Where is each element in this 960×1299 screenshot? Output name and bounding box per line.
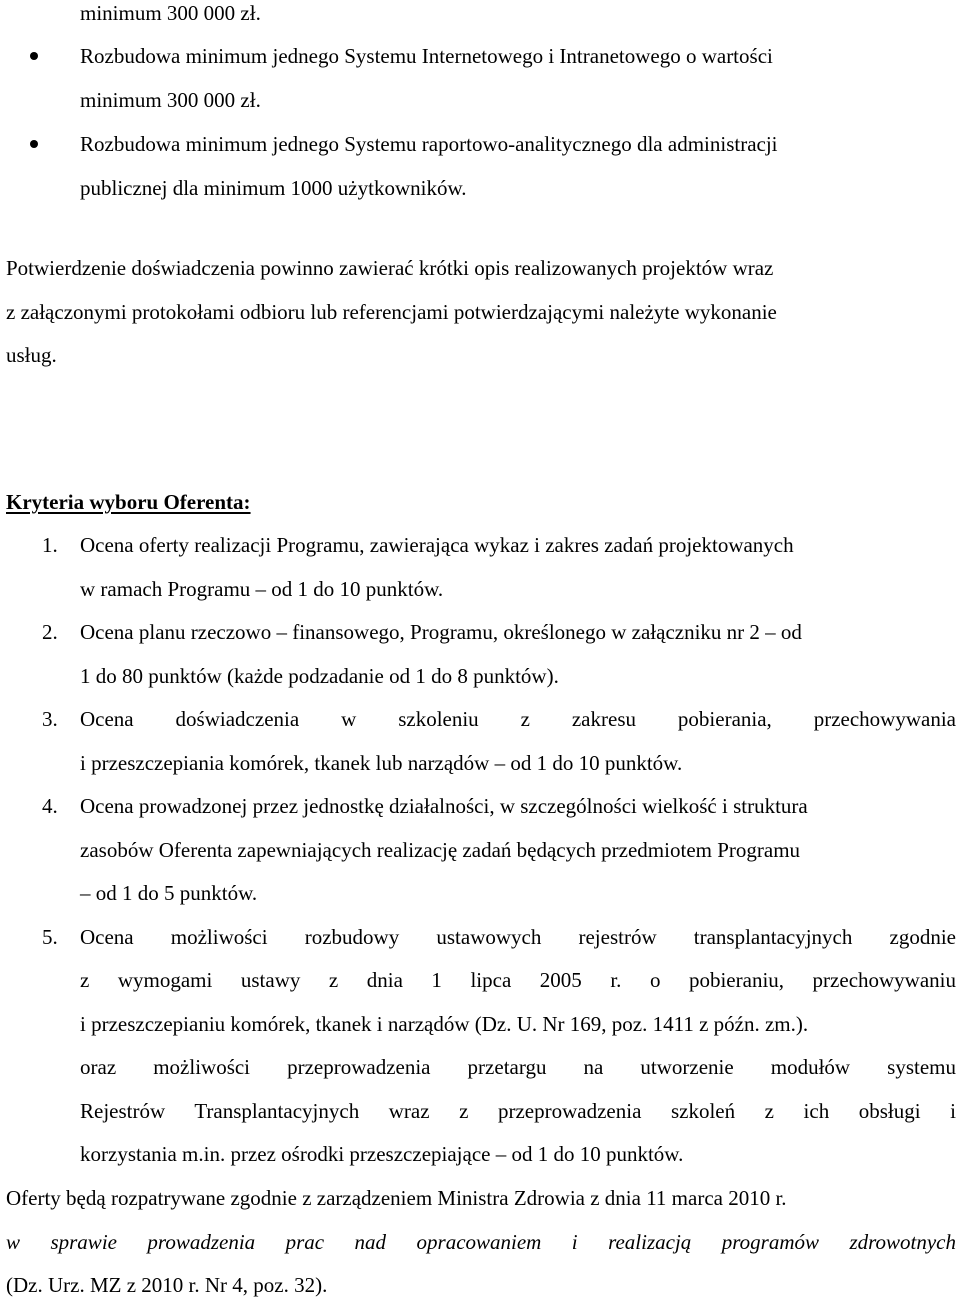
bullet-continuation: minimum 300 000 zł.: [80, 1, 261, 25]
criteria-item-line: Ocena prowadzonej przez jednostkę działalności, w szczególności wielkość i struktura: [80, 794, 808, 818]
criteria-item-number: 3.: [42, 707, 58, 731]
bullet-item-line: Rozbudowa minimum jednego Systemu Internetowego i Intranetowego o wartości: [80, 44, 773, 68]
criteria-item-line: z wymogami ustawy z dnia 1 lipca 2005 r. o pobieraniu, przechowywaniu: [80, 968, 956, 992]
criteria-item-line: Ocena możliwości rozbudowy ustawowych rejestrów transplantacyjnych zgodnie: [80, 925, 956, 949]
criteria-item-line: Ocena planu rzeczowo – finansowego, Programu, określonego w załączniku nr 2 – od: [80, 620, 802, 644]
criteria-item-line: – od 1 do 5 punktów.: [80, 881, 258, 905]
confirmation-paragraph-line: usług.: [6, 343, 57, 367]
bullet-item-line: minimum 300 000 zł.: [80, 88, 261, 112]
closing-paragraph-italic-line: w sprawie prowadzenia prac nad opracowaniem i realizacją programów zdrowotnych: [6, 1230, 956, 1254]
criteria-heading: Kryteria wyboru Oferenta:: [6, 490, 251, 514]
criteria-item-line: Ocena doświadczenia w szkoleniu z zakresu pobierania, przechowywania: [80, 707, 956, 731]
criteria-item-number: 1.: [42, 533, 58, 557]
criteria-item-number: 4.: [42, 794, 58, 818]
criteria-item-line: zasobów Oferenta zapewniających realizację zadań będących przedmiotem Programu: [80, 838, 801, 862]
criteria-item-line: korzystania m.in. przez ośrodki przeszczepiające – od 1 do 10 punktów.: [80, 1142, 684, 1166]
criteria-item-line: w ramach Programu – od 1 do 10 punktów.: [80, 577, 444, 601]
criteria-item-line: Ocena oferty realizacji Programu, zawierająca wykaz i zakres zadań projektowanych: [80, 533, 794, 557]
criteria-item-number: 2.: [42, 620, 58, 644]
criteria-item-line: Rejestrów Transplantacyjnych wraz z przeprowadzenia szkoleń z ich obsługi i: [80, 1099, 956, 1123]
criteria-item-line: 1 do 80 punktów (każde podzadanie od 1 do 8 punktów).: [80, 664, 559, 688]
bullet-marker: [30, 52, 38, 60]
bullet-marker: [30, 140, 38, 148]
criteria-item-number: 5.: [42, 925, 58, 949]
bullet-item-line: publicznej dla minimum 1000 użytkowników.: [80, 176, 467, 200]
criteria-item-line: i przeszczepiania komórek, tkanek lub narządów – od 1 do 10 punktów.: [80, 751, 683, 775]
criteria-item-line: oraz możliwości przeprowadzenia przetargu na utworzenie modułów systemu: [80, 1055, 956, 1079]
confirmation-paragraph-line: Potwierdzenie doświadczenia powinno zawierać krótki opis realizowanych projektów wraz: [6, 256, 774, 280]
criteria-item-line: i przeszczepianiu komórek, tkanek i narządów (Dz. U. Nr 169, poz. 1411 z późn. zm.).: [80, 1012, 809, 1036]
confirmation-paragraph-line: z załączonymi protokołami odbioru lub referencjami potwierdzającymi należyte wykonanie: [6, 300, 777, 324]
closing-paragraph-line: (Dz. Urz. MZ z 2010 r. Nr 4, poz. 32).: [6, 1273, 328, 1297]
bullet-item-line: Rozbudowa minimum jednego Systemu raportowo-analitycznego dla administracji: [80, 132, 778, 156]
closing-paragraph-line: Oferty będą rozpatrywane zgodnie z zarządzeniem Ministra Zdrowia z dnia 11 marca 2010 r.: [6, 1186, 787, 1210]
